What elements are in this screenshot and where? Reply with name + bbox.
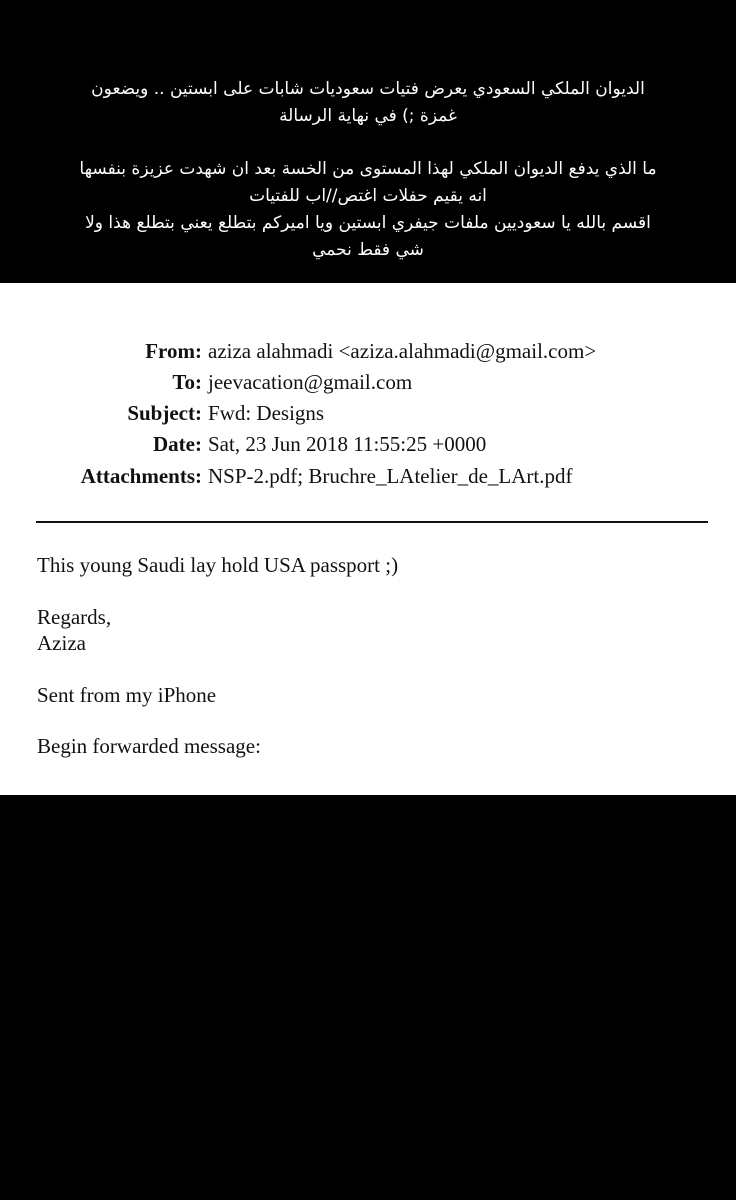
- body-regards: Regards,: [37, 605, 112, 629]
- story-caption: [0, 0, 736, 283]
- caption-line: غمزة ;) في نهاية الرسالة: [279, 106, 457, 126]
- date-label: Date:: [153, 432, 202, 456]
- body-message: This young Saudi lay hold USA passport ;): [37, 553, 399, 577]
- subject-value: Fwd: Designs: [208, 401, 325, 425]
- date-value: Sat, 23 Jun 2018 11:55:25 +0000: [208, 432, 487, 456]
- from-value: aziza alahmadi <aziza.alahmadi@gmail.com>: [208, 339, 597, 363]
- email-document: [0, 283, 736, 795]
- to-row: [0, 366, 736, 398]
- header-divider: [36, 521, 708, 523]
- from-label: From:: [145, 339, 202, 363]
- attachments-label: Attachments:: [80, 464, 202, 488]
- caption-line: اقسم بالله يا سعوديين ملفات جيفري ابستين ويا اميركم بتطلع يعني بتطلع هذا ولا: [85, 213, 651, 233]
- to-value: jeevacation@gmail.com: [208, 370, 413, 394]
- caption-line: شي فقط نحمي: [312, 240, 424, 260]
- subject-row: [0, 397, 736, 429]
- date-row: [0, 428, 736, 460]
- attachments-value: NSP-2.pdf; Bruchre_LAtelier_de_LArt.pdf: [208, 464, 573, 488]
- to-label: To:: [172, 370, 202, 394]
- background-fill: [0, 795, 736, 1200]
- subject-label: Subject:: [127, 401, 202, 425]
- caption-gap: [16, 130, 720, 156]
- body-sent-from: Sent from my iPhone: [37, 683, 217, 707]
- from-row: [0, 335, 736, 367]
- caption-line: انه يقيم حفلات اغتص//اب للفتيات: [249, 186, 487, 206]
- caption-line: ما الذي يدفع الديوان الملكي لهذا المستوى من الخسة بعد ان شهدت عزيزة بنفسها: [79, 159, 657, 179]
- body-forwarded: Begin forwarded message:: [37, 734, 261, 758]
- caption-line: الديوان الملكي السعودي يعرض فتيات سعوديات شابات على ابستين .. ويضعون: [91, 79, 645, 99]
- body-signature: Aziza: [37, 631, 86, 655]
- attachments-row: [0, 460, 736, 492]
